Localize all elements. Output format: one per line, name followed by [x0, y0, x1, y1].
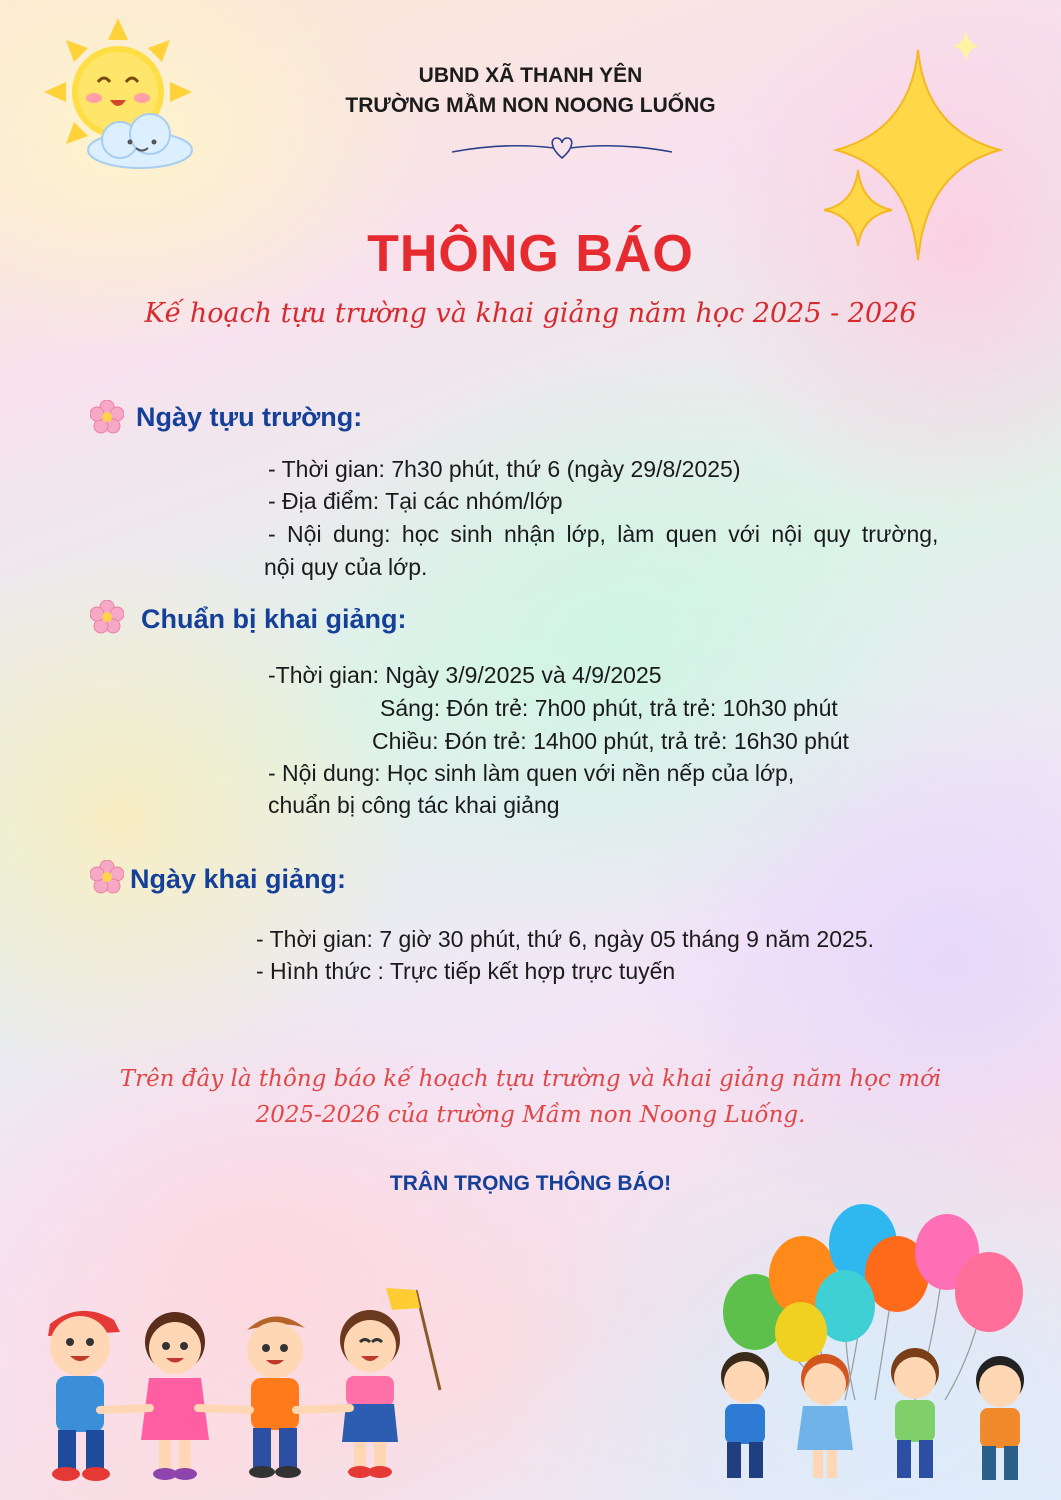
- section-line: Chiều: Đón trẻ: 14h00 phút, trả trẻ: 16h30 phút: [372, 728, 849, 754]
- section-line: - Nội dung: học sinh nhận lớp, làm quen với nội quy trường,: [268, 521, 939, 547]
- school-name: TRƯỜNG MẦM NON NOONG LUỐNG: [345, 94, 716, 117]
- section-heading: Chuẩn bị khai giảng:: [141, 604, 407, 634]
- flower-bullet-icon: [90, 860, 124, 894]
- section-line: - Địa điểm: Tại các nhóm/lớp: [268, 488, 563, 514]
- section-line: - Thời gian: 7h30 phút, thứ 6 (ngày 29/8/2025): [268, 456, 741, 482]
- section-line: - Nội dung: Học sinh làm quen với nền nếp của lớp,: [268, 760, 795, 786]
- section-line: - Hình thức : Trực tiếp kết hợp trực tuyến: [256, 958, 676, 984]
- children-illustration: [20, 1280, 450, 1495]
- closing-line: 2025-2026 của trường Mầm non Noong Luống.: [255, 1102, 806, 1128]
- section-line: -Thời gian: Ngày 3/9/2025 và 4/9/2025: [268, 662, 662, 688]
- page-subtitle: Kế hoạch tựu trường và khai giảng năm học 2025 - 2026: [144, 298, 917, 329]
- heart-divider-icon: [446, 132, 678, 164]
- section-line: - Thời gian: 7 giờ 30 phút, thứ 6, ngày 05 tháng 9 năm 2025.: [256, 926, 874, 952]
- cloud-icon: [80, 112, 200, 172]
- balloons-icon: [715, 1200, 1055, 1495]
- section-line: Sáng: Đón trẻ: 7h00 phút, trả trẻ: 10h30 phút: [380, 695, 838, 721]
- section-heading: Ngày tựu trường:: [136, 402, 363, 432]
- signoff: TRÂN TRỌNG THÔNG BÁO!: [389, 1172, 672, 1195]
- authority-name: UBND XÃ THANH YÊN: [418, 64, 643, 87]
- closing-line: Trên đây là thông báo kế hoạch tựu trường và khai giảng năm học mới: [119, 1066, 942, 1092]
- flower-bullet-icon: [90, 600, 124, 634]
- flower-bullet-icon: [90, 400, 124, 434]
- section-line: chuẩn bị công tác khai giảng: [268, 792, 560, 818]
- section-heading: Ngày khai giảng:: [130, 864, 347, 894]
- page-title: THÔNG BÁO: [367, 225, 694, 283]
- section-line: nội quy của lớp.: [264, 554, 428, 580]
